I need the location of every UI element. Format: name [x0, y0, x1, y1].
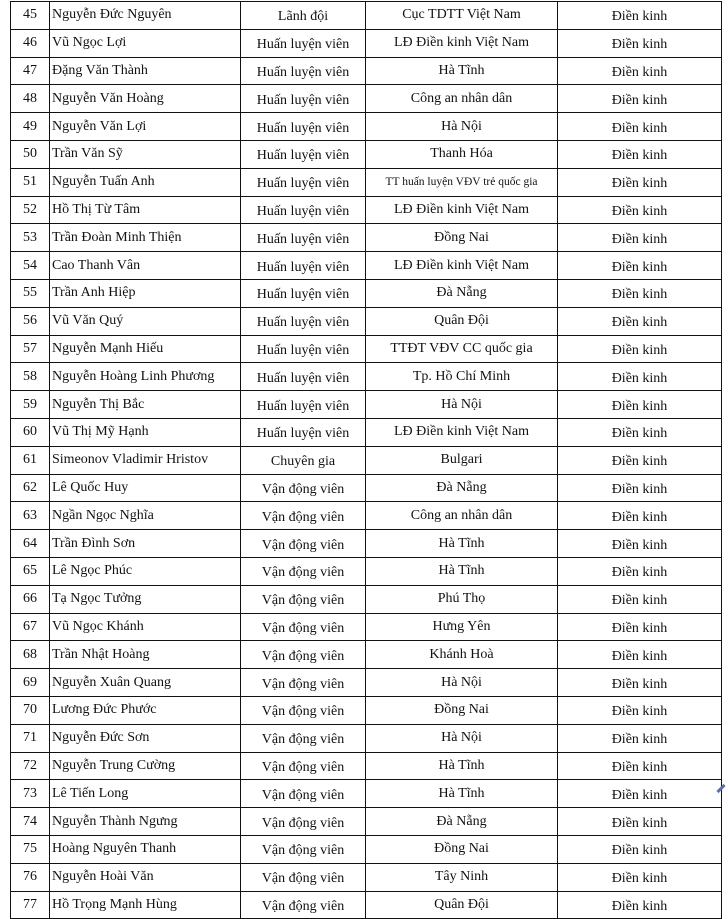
person-name: Nguyễn Mạnh Hiếu	[50, 335, 241, 363]
person-unit: Hà Nội	[366, 391, 558, 419]
sport-name: Điền kinh	[558, 418, 722, 446]
table-row	[11, 502, 722, 530]
row-number: 47	[11, 57, 50, 85]
row-number: 46	[11, 29, 50, 57]
person-name: Nguyễn Đức Nguyên	[50, 2, 241, 30]
table-row	[11, 557, 722, 585]
person-unit: Công an nhân dân	[366, 502, 558, 530]
person-unit: Đà Nẵng	[366, 808, 558, 836]
delegation-table-body	[11, 2, 722, 919]
person-name: Hồ Trọng Mạnh Hùng	[50, 891, 241, 919]
person-unit: Hà Tĩnh	[366, 780, 558, 808]
person-name: Lê Ngọc Phúc	[50, 557, 241, 585]
person-role: Vận động viên	[241, 724, 366, 752]
person-unit: Hà Nội	[366, 724, 558, 752]
person-name: Nguyễn Hoài Văn	[50, 863, 241, 891]
table-row	[11, 696, 722, 724]
table-row	[11, 279, 722, 307]
table-row	[11, 418, 722, 446]
row-number: 62	[11, 474, 50, 502]
row-number: 77	[11, 891, 50, 919]
sport-name: Điền kinh	[558, 363, 722, 391]
table-row	[11, 363, 722, 391]
person-role: Vận động viên	[241, 530, 366, 558]
person-name: Nguyễn Tuấn Anh	[50, 168, 241, 196]
table-row	[11, 530, 722, 558]
row-number: 76	[11, 863, 50, 891]
table-row	[11, 85, 722, 113]
table-row	[11, 168, 722, 196]
person-name: Vũ Văn Quý	[50, 307, 241, 335]
person-name: Đặng Văn Thành	[50, 57, 241, 85]
person-unit: Cục TDTT Việt Nam	[366, 2, 558, 30]
row-number: 71	[11, 724, 50, 752]
person-role: Huấn luyện viên	[241, 85, 366, 113]
row-number: 61	[11, 446, 50, 474]
person-role: Huấn luyện viên	[241, 57, 366, 85]
person-role: Vận động viên	[241, 557, 366, 585]
sport-name: Điền kinh	[558, 808, 722, 836]
person-unit: LĐ Điền kinh Việt Nam	[366, 252, 558, 280]
table-row	[11, 474, 722, 502]
person-role: Lãnh đội	[241, 2, 366, 30]
row-number: 74	[11, 808, 50, 836]
person-name: Trần Nhật Hoàng	[50, 641, 241, 669]
table-row	[11, 57, 722, 85]
person-name: Hoàng Nguyên Thanh	[50, 835, 241, 863]
person-role: Vận động viên	[241, 863, 366, 891]
person-name: Lê Quốc Huy	[50, 474, 241, 502]
person-role: Vận động viên	[241, 474, 366, 502]
person-unit: Đồng Nai	[366, 224, 558, 252]
person-unit: Khánh Hoà	[366, 641, 558, 669]
row-number: 57	[11, 335, 50, 363]
sport-name: Điền kinh	[558, 29, 722, 57]
sport-name: Điền kinh	[558, 585, 722, 613]
person-unit: Đà Nẵng	[366, 279, 558, 307]
person-name: Tạ Ngọc Tưởng	[50, 585, 241, 613]
sport-name: Điền kinh	[558, 835, 722, 863]
person-name: Nguyễn Văn Lợi	[50, 113, 241, 141]
table-row	[11, 585, 722, 613]
person-role: Vận động viên	[241, 696, 366, 724]
row-number: 58	[11, 363, 50, 391]
person-name: Nguyễn Thị Bắc	[50, 391, 241, 419]
person-role: Huấn luyện viên	[241, 279, 366, 307]
person-unit: Thanh Hóa	[366, 140, 558, 168]
person-role: Vận động viên	[241, 585, 366, 613]
person-role: Vận động viên	[241, 502, 366, 530]
row-number: 53	[11, 224, 50, 252]
person-name: Ngần Ngọc Nghĩa	[50, 502, 241, 530]
sport-name: Điền kinh	[558, 85, 722, 113]
sport-name: Điền kinh	[558, 391, 722, 419]
person-role: Huấn luyện viên	[241, 113, 366, 141]
table-row	[11, 863, 722, 891]
row-number: 73	[11, 780, 50, 808]
row-number: 64	[11, 530, 50, 558]
table-row	[11, 196, 722, 224]
person-name: Nguyễn Đức Sơn	[50, 724, 241, 752]
sport-name: Điền kinh	[558, 557, 722, 585]
row-number: 75	[11, 835, 50, 863]
sport-name: Điền kinh	[558, 613, 722, 641]
table-row	[11, 2, 722, 30]
sport-name: Điền kinh	[558, 669, 722, 697]
sport-name: Điền kinh	[558, 113, 722, 141]
person-unit: Tây Ninh	[366, 863, 558, 891]
table-row	[11, 780, 722, 808]
row-number: 45	[11, 2, 50, 30]
table-row	[11, 113, 722, 141]
table-row	[11, 724, 722, 752]
sport-name: Điền kinh	[558, 335, 722, 363]
table-row	[11, 252, 722, 280]
person-role: Vận động viên	[241, 613, 366, 641]
sport-name: Điền kinh	[558, 641, 722, 669]
person-unit: Tp. Hồ Chí Minh	[366, 363, 558, 391]
sport-name: Điền kinh	[558, 891, 722, 919]
table-row	[11, 391, 722, 419]
person-name: Nguyễn Thành Ngưng	[50, 808, 241, 836]
person-unit: Hà Tĩnh	[366, 57, 558, 85]
table-row	[11, 808, 722, 836]
person-role: Vận động viên	[241, 641, 366, 669]
sport-name: Điền kinh	[558, 696, 722, 724]
row-number: 59	[11, 391, 50, 419]
person-unit: Công an nhân dân	[366, 85, 558, 113]
person-name: Vũ Ngọc Khánh	[50, 613, 241, 641]
person-unit: Hà Nội	[366, 113, 558, 141]
person-name: Nguyễn Trung Cường	[50, 752, 241, 780]
sport-name: Điền kinh	[558, 724, 722, 752]
table-row	[11, 891, 722, 919]
person-unit: Đà Nẵng	[366, 474, 558, 502]
sport-name: Điền kinh	[558, 168, 722, 196]
table-row	[11, 835, 722, 863]
sport-name: Điền kinh	[558, 196, 722, 224]
person-name: Vũ Thị Mỹ Hạnh	[50, 418, 241, 446]
person-name: Trần Đoàn Minh Thiện	[50, 224, 241, 252]
person-name: Nguyễn Hoàng Linh Phương	[50, 363, 241, 391]
row-number: 72	[11, 752, 50, 780]
table-row	[11, 140, 722, 168]
table-row	[11, 613, 722, 641]
person-role: Vận động viên	[241, 891, 366, 919]
row-number: 52	[11, 196, 50, 224]
sport-name: Điền kinh	[558, 224, 722, 252]
sport-name: Điền kinh	[558, 863, 722, 891]
person-unit: LĐ Điền kinh Việt Nam	[366, 418, 558, 446]
table-row	[11, 335, 722, 363]
person-role: Vận động viên	[241, 752, 366, 780]
person-role: Huấn luyện viên	[241, 196, 366, 224]
table-row	[11, 446, 722, 474]
person-unit: LĐ Điền kinh Việt Nam	[366, 29, 558, 57]
person-role: Huấn luyện viên	[241, 307, 366, 335]
row-number: 56	[11, 307, 50, 335]
sport-name: Điền kinh	[558, 446, 722, 474]
person-role: Huấn luyện viên	[241, 29, 366, 57]
person-role: Vận động viên	[241, 780, 366, 808]
sport-name: Điền kinh	[558, 530, 722, 558]
row-number: 67	[11, 613, 50, 641]
row-number: 70	[11, 696, 50, 724]
table-row	[11, 669, 722, 697]
person-unit: LĐ Điền kinh Việt Nam	[366, 196, 558, 224]
row-number: 54	[11, 252, 50, 280]
table-row	[11, 29, 722, 57]
person-name: Simeonov Vladimir Hristov	[50, 446, 241, 474]
person-role: Huấn luyện viên	[241, 391, 366, 419]
table-row	[11, 641, 722, 669]
sport-name: Điền kinh	[558, 502, 722, 530]
row-number: 63	[11, 502, 50, 530]
row-number: 65	[11, 557, 50, 585]
person-unit: Đồng Nai	[366, 696, 558, 724]
sport-name: Điền kinh	[558, 780, 722, 808]
person-unit: Hưng Yên	[366, 613, 558, 641]
person-name: Vũ Ngọc Lợi	[50, 29, 241, 57]
person-role: Huấn luyện viên	[241, 224, 366, 252]
person-name: Trần Đình Sơn	[50, 530, 241, 558]
person-name: Nguyễn Xuân Quang	[50, 669, 241, 697]
person-role: Huấn luyện viên	[241, 335, 366, 363]
sport-name: Điền kinh	[558, 474, 722, 502]
person-role: Huấn luyện viên	[241, 168, 366, 196]
person-name: Cao Thanh Vân	[50, 252, 241, 280]
person-role: Chuyên gia	[241, 446, 366, 474]
person-name: Hồ Thị Từ Tâm	[50, 196, 241, 224]
sport-name: Điền kinh	[558, 752, 722, 780]
person-name: Nguyễn Văn Hoàng	[50, 85, 241, 113]
row-number: 69	[11, 669, 50, 697]
person-role: Huấn luyện viên	[241, 252, 366, 280]
person-unit: Hà Tĩnh	[366, 530, 558, 558]
person-unit: Hà Nội	[366, 669, 558, 697]
row-number: 51	[11, 168, 50, 196]
person-name: Lương Đức Phước	[50, 696, 241, 724]
table-row	[11, 224, 722, 252]
person-role: Vận động viên	[241, 808, 366, 836]
table-row	[11, 307, 722, 335]
sport-name: Điền kinh	[558, 2, 722, 30]
delegation-table	[10, 1, 722, 919]
person-unit: Quân Đội	[366, 307, 558, 335]
person-name: Lê Tiến Long	[50, 780, 241, 808]
person-unit: Đồng Nai	[366, 835, 558, 863]
person-unit: TT huấn luyện VĐV trẻ quốc gia	[366, 168, 558, 196]
sport-name: Điền kinh	[558, 57, 722, 85]
person-unit: TTĐT VĐV CC quốc gia	[366, 335, 558, 363]
row-number: 55	[11, 279, 50, 307]
row-number: 48	[11, 85, 50, 113]
row-number: 68	[11, 641, 50, 669]
person-role: Huấn luyện viên	[241, 418, 366, 446]
row-number: 66	[11, 585, 50, 613]
person-name: Trần Anh Hiệp	[50, 279, 241, 307]
person-unit: Hà Tĩnh	[366, 557, 558, 585]
person-role: Vận động viên	[241, 669, 366, 697]
person-role: Huấn luyện viên	[241, 140, 366, 168]
sport-name: Điền kinh	[558, 279, 722, 307]
row-number: 60	[11, 418, 50, 446]
sport-name: Điền kinh	[558, 252, 722, 280]
person-unit: Hà Tĩnh	[366, 752, 558, 780]
sport-name: Điền kinh	[558, 140, 722, 168]
person-unit: Bulgari	[366, 446, 558, 474]
person-role: Vận động viên	[241, 835, 366, 863]
row-number: 50	[11, 140, 50, 168]
person-unit: Quân Đội	[366, 891, 558, 919]
person-unit: Phú Thọ	[366, 585, 558, 613]
row-number: 49	[11, 113, 50, 141]
person-role: Huấn luyện viên	[241, 363, 366, 391]
table-row	[11, 752, 722, 780]
sport-name: Điền kinh	[558, 307, 722, 335]
person-name: Trần Văn Sỹ	[50, 140, 241, 168]
